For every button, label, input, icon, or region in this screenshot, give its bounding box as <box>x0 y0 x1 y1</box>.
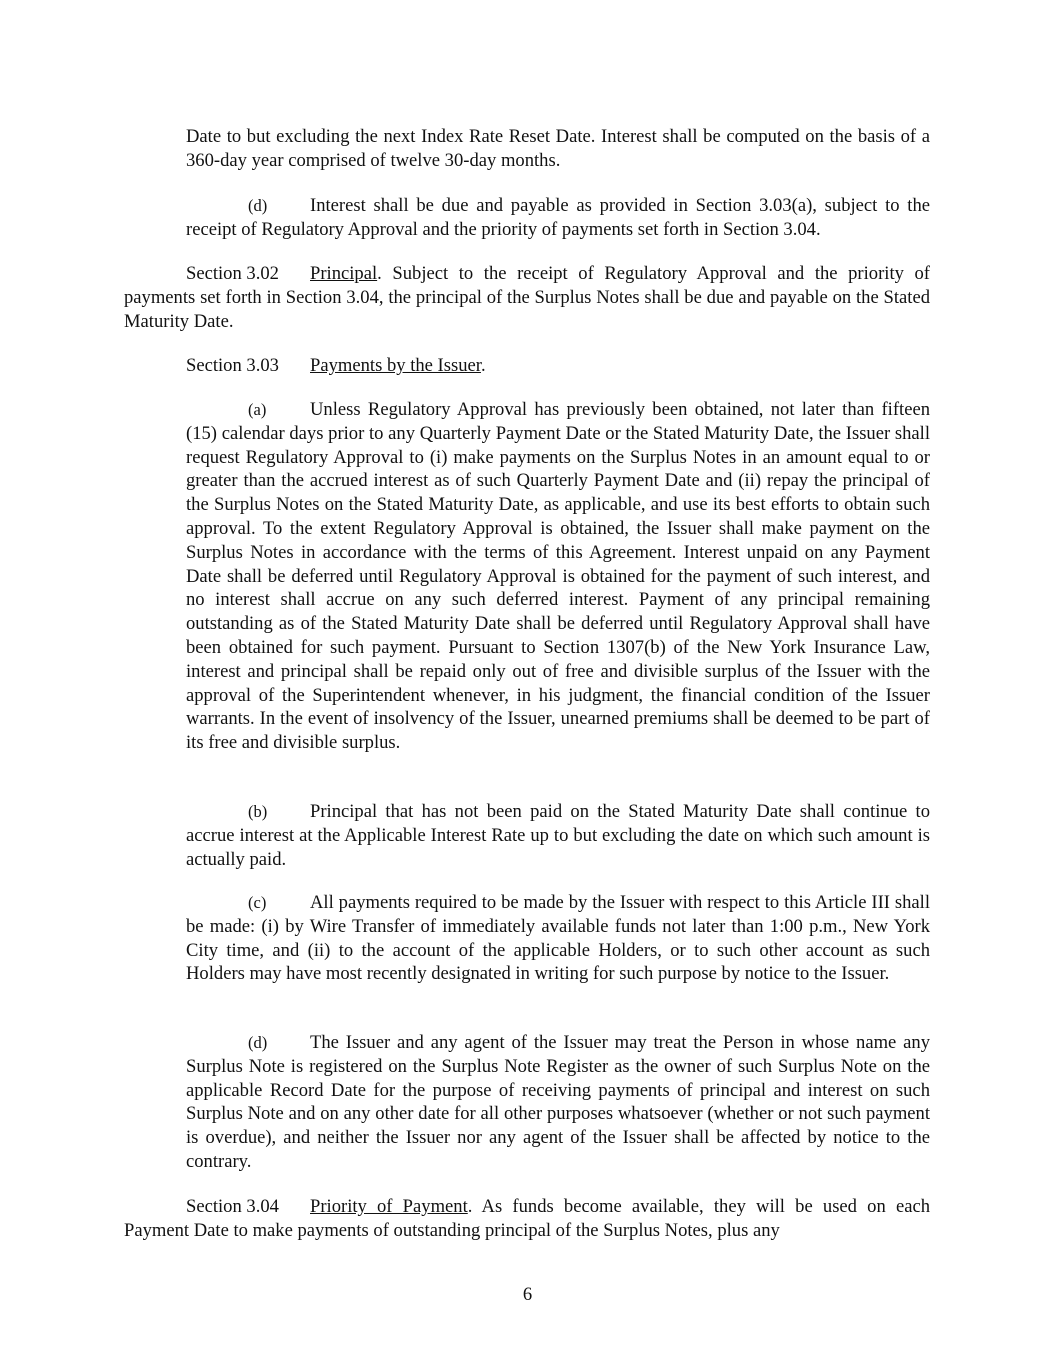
paragraph-text: . As funds become available, they will be used on each Payment Date to make payments of outstanding principal of the Surplus Notes, plus any <box>124 1196 931 1241</box>
section-title: Principal <box>310 263 378 284</box>
section-number: Section 3.04 <box>186 1196 279 1217</box>
subsection-label: (c) <box>248 893 267 912</box>
section-3-03-d <box>186 1031 930 1174</box>
paragraph-text: All payments required to be made by the Issuer with respect to this Article III shall be made: (i) by Wire Transfer of immediately available funds not later than 1:00 p.m., New York City time, and (ii) to the account of the applicable Holders, or to such other account as such Holders may have most recently designated in writing for such purpose by notice to the Issuer. <box>186 892 930 985</box>
section-3-02 <box>124 262 930 333</box>
paragraph-text: . Subject to the receipt of Regulatory Approval and the priority of payments set forth in Section 3.04, the principal of the Surplus Notes shall be due and payable on the Stated Maturity Date. <box>124 263 930 332</box>
paragraph-text: Principal that has not been paid on the Stated Maturity Date shall continue to accrue interest at the Applicable Interest Rate up to but excluding the date on which such amount is actually paid. <box>186 801 930 870</box>
section-3-03-b <box>186 800 930 871</box>
section-title-period: . <box>480 355 486 376</box>
section-3-03-c <box>186 891 930 986</box>
subsection-label: (d) <box>248 196 268 215</box>
paragraph-interest-computation <box>186 125 930 173</box>
section-number: Section 3.02 <box>186 263 279 284</box>
page-number: 6 <box>522 1284 533 1305</box>
section-3-03-heading <box>124 354 930 378</box>
paragraph-text: Date to but excluding the next Index Rate Reset Date. Interest shall be computed on the basis of a 360-day year comprised of twelve 30-day months. <box>186 126 930 171</box>
paragraph-3-01-d <box>186 194 930 242</box>
section-3-04 <box>124 1195 930 1243</box>
paragraph-text: Unless Regulatory Approval has previously been obtained, not later than fifteen (15) calendar days prior to any Quarterly Payment Date or the Stated Maturity Date, the Issuer shall request Regulatory Approval to (i) make payments on the Surplus Notes in an amount equal to or greater than the accrued interest as of such Quarterly Payment Date and (ii) repay the principal of the Surplus Notes on the Stated Maturity Date, as applicable, and use its best efforts to obtain such approval. To the extent Regulatory Approval is obtained, the Issuer shall make payment on the Surplus Notes in accordance with the terms of this Agreement. Interest unpaid on any Payment Date shall be deferred until Regulatory Approval is obtained for the payment of such interest, and no interest shall accrue on any such deferred interest. Payment of any principal remaining outstanding as of the Stated Maturity Date shall be deferred until Regulatory Approval shall have been obtained for such payment. Pursuant to Section 1307(b) of the New York Insurance Law, interest and principal shall be repaid only out of free and divisible surplus of the Issuer with the approval of the Superintendent whenever, in his judgment, the financial condition of the Issuer warrants. In the event of insolvency of the Issuer, unearned premiums shall be deemed to be part of its free and divisible surplus. <box>186 399 930 754</box>
section-3-03-a <box>186 398 930 755</box>
subsection-label: (a) <box>248 400 267 419</box>
paragraph-text: The Issuer and any agent of the Issuer may treat the Person in whose name any Surplus Note is registered on the Surplus Note Register as the owner of such Surplus Note on the applicable Record Date for the purpose of receiving payments of principal and interest on such Surplus Note and on any other date for all other purposes whatsoever (whether or not such payment is overdue), and neither the Issuer nor any agent of the Issuer shall be affected by notice to the contrary. <box>186 1032 930 1172</box>
paragraph-text: Interest shall be due and payable as provided in Section 3.03(a), subject to the receipt of Regulatory Approval and the priority of payments set forth in Section 3.04. <box>186 195 930 240</box>
subsection-label: (b) <box>248 802 268 821</box>
section-title: Payments by the Issuer <box>310 355 481 376</box>
section-number: Section 3.03 <box>186 355 279 376</box>
subsection-label: (d) <box>248 1033 268 1052</box>
section-title: Priority of Payment <box>310 1196 468 1217</box>
